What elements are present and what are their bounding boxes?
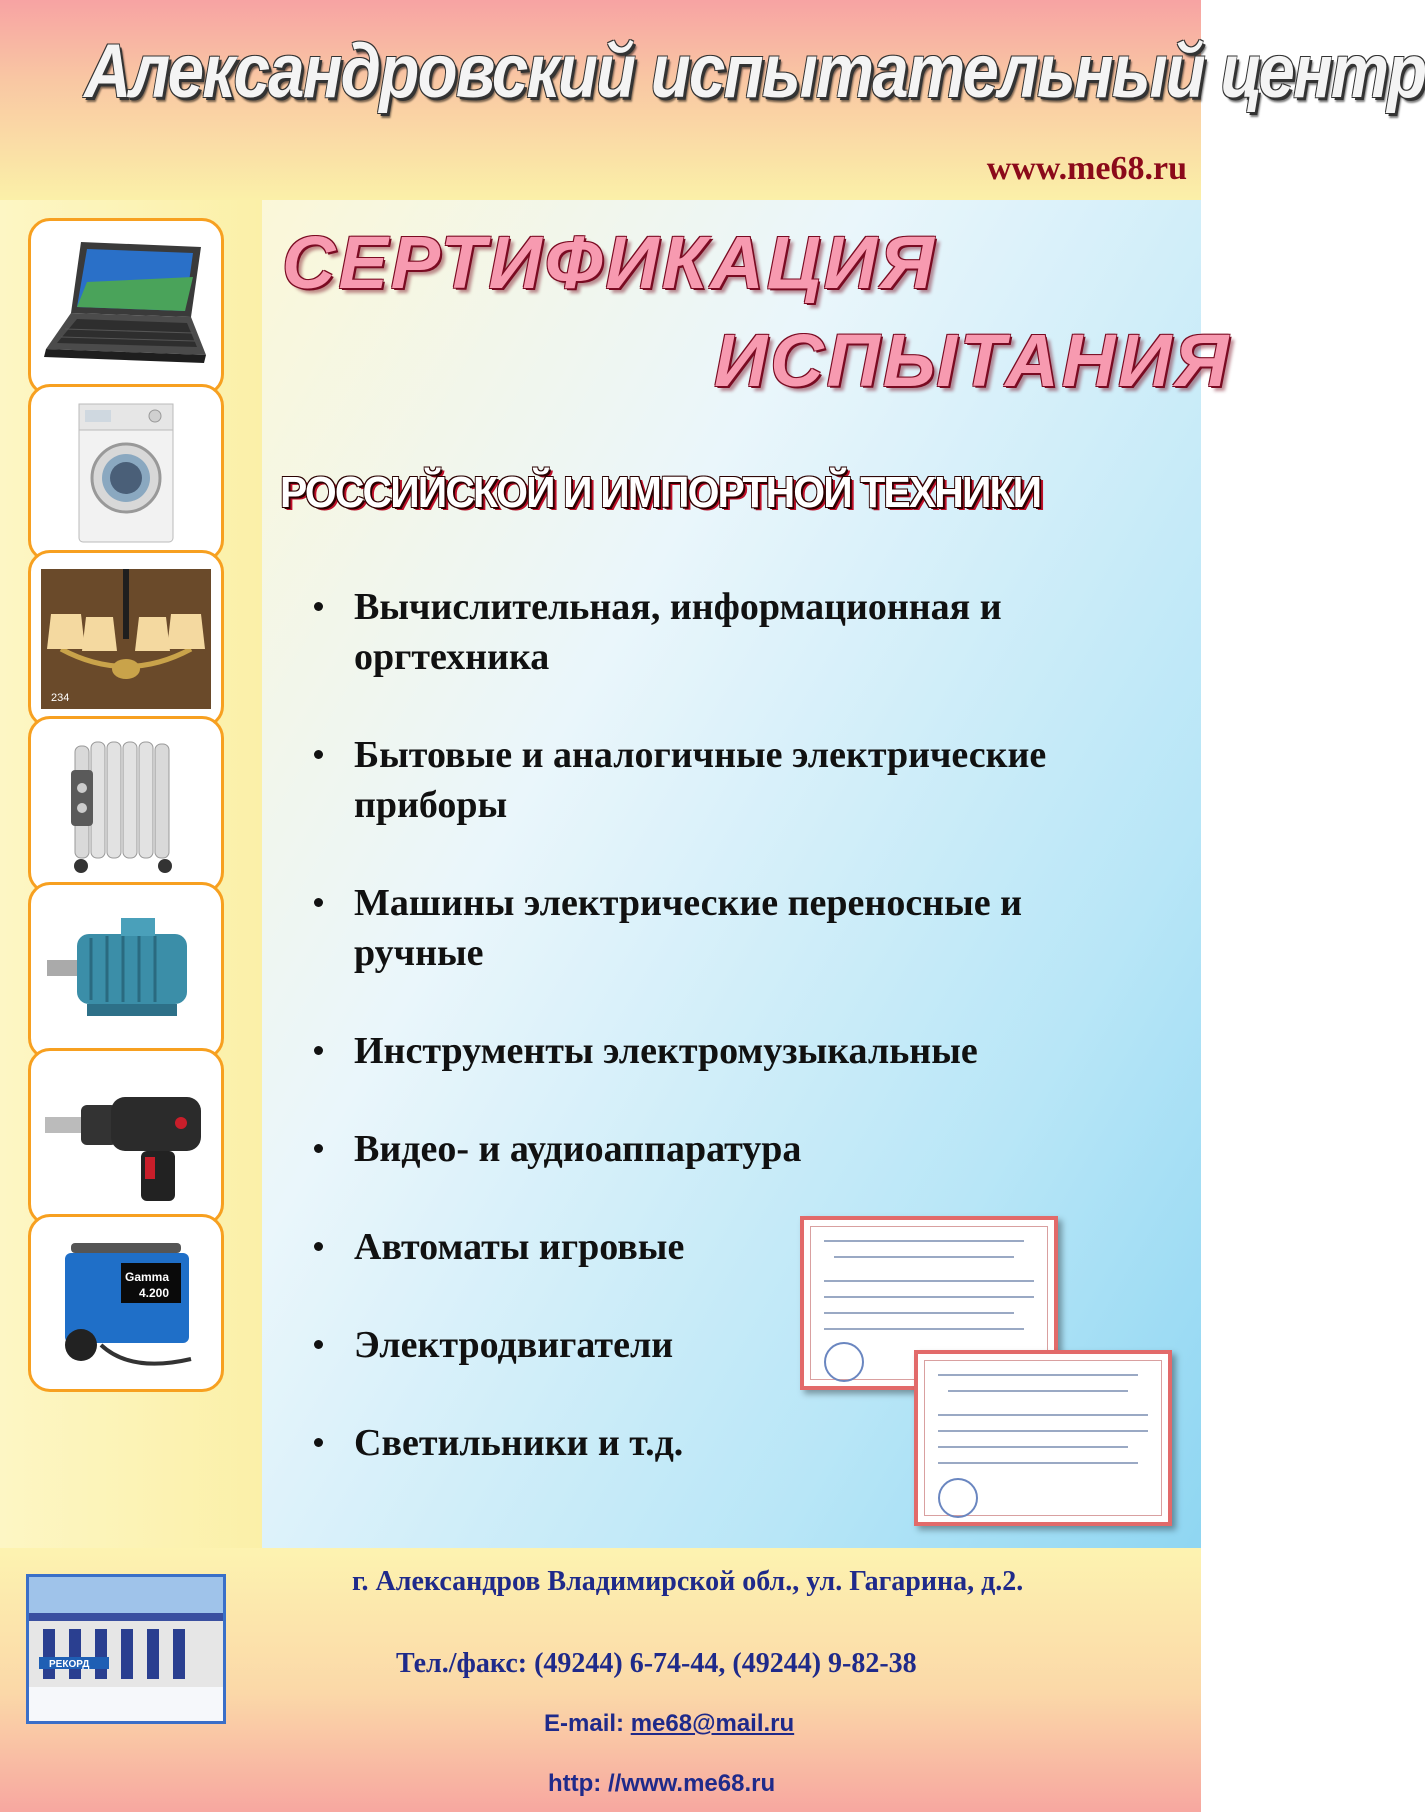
drill-image xyxy=(28,1048,224,1226)
heading-testing: ИСПЫТАНИЯ xyxy=(714,319,1232,402)
building-icon xyxy=(29,1577,223,1721)
header-banner xyxy=(0,0,1425,200)
list-item: Машины электрические переносные и ручные xyxy=(314,878,1154,978)
footer-contacts xyxy=(0,1548,1201,1812)
electric-motor-image xyxy=(28,882,224,1060)
subheading-equipment: РОССИЙСКОЙ И ИМПОРТНОЙ ТЕХНИКИ xyxy=(280,468,1041,517)
welding-machine-image xyxy=(28,1214,224,1392)
footer-website-link[interactable]: http: //www.me68.ru xyxy=(548,1770,776,1797)
list-item: Электродвигатели xyxy=(314,1320,1154,1370)
accreditation-certificate-2 xyxy=(914,1350,1172,1526)
bullet-dot xyxy=(314,1438,323,1447)
product-images-column xyxy=(0,200,262,1548)
bullet-dot xyxy=(314,602,323,611)
email-link[interactable]: me68@mail.ru xyxy=(630,1710,795,1737)
welder-brand: Gamma xyxy=(125,1270,170,1284)
bullet-dot xyxy=(314,1144,323,1153)
chandelier-icon xyxy=(41,569,211,709)
bullet-dot xyxy=(314,750,323,759)
list-item: Вычислительная, информационная и оргтехника xyxy=(314,582,1154,682)
oil-heater-image xyxy=(28,716,224,894)
page-title: Александровский испытательный центр xyxy=(84,29,1425,114)
chandelier-caption: 234 xyxy=(51,692,70,704)
bullet-dot xyxy=(314,1242,323,1251)
footer-address: г. Александров Владимирской обл., ул. Гагарина, д.2. xyxy=(352,1566,1024,1597)
bullet-dot xyxy=(314,1340,323,1349)
washing-machine-image xyxy=(28,384,224,562)
washing-machine-icon xyxy=(71,398,181,548)
welding-machine-icon xyxy=(41,1233,211,1373)
chandelier-image xyxy=(28,550,224,728)
list-item: Автоматы игровые xyxy=(314,1222,1154,1272)
list-item: Видео- и аудиоаппаратура xyxy=(314,1124,1154,1174)
footer-phone-fax: Тел./факс: (49244) 6-74-44, (49244) 9-82-38 xyxy=(396,1648,917,1679)
bullet-dot xyxy=(314,898,323,907)
heading-certification: СЕРТИФИКАЦИЯ xyxy=(282,221,937,304)
oil-heater-icon xyxy=(61,730,191,880)
list-item: Инструменты электромузыкальные xyxy=(314,1026,1154,1076)
electric-motor-icon xyxy=(41,906,211,1036)
bullet-dot xyxy=(314,1046,323,1055)
building-photo xyxy=(26,1574,226,1724)
building-sign: РЕКОРД xyxy=(49,1659,90,1670)
main-content xyxy=(262,200,1232,1548)
header-website-url: www.me68.ru xyxy=(986,150,1187,187)
footer-email xyxy=(544,1710,794,1738)
list-item: Бытовые и аналогичные электрические приборы xyxy=(314,730,1154,830)
laptop-image xyxy=(28,218,224,396)
email-label: E-mail: xyxy=(544,1710,625,1737)
laptop-icon xyxy=(41,237,211,377)
list-item: Светильники и т.д. xyxy=(314,1418,1154,1468)
seal-icon xyxy=(938,1478,978,1518)
seal-icon xyxy=(824,1342,864,1382)
drill-icon xyxy=(41,1067,211,1207)
welder-model: 4.200 xyxy=(139,1286,170,1300)
